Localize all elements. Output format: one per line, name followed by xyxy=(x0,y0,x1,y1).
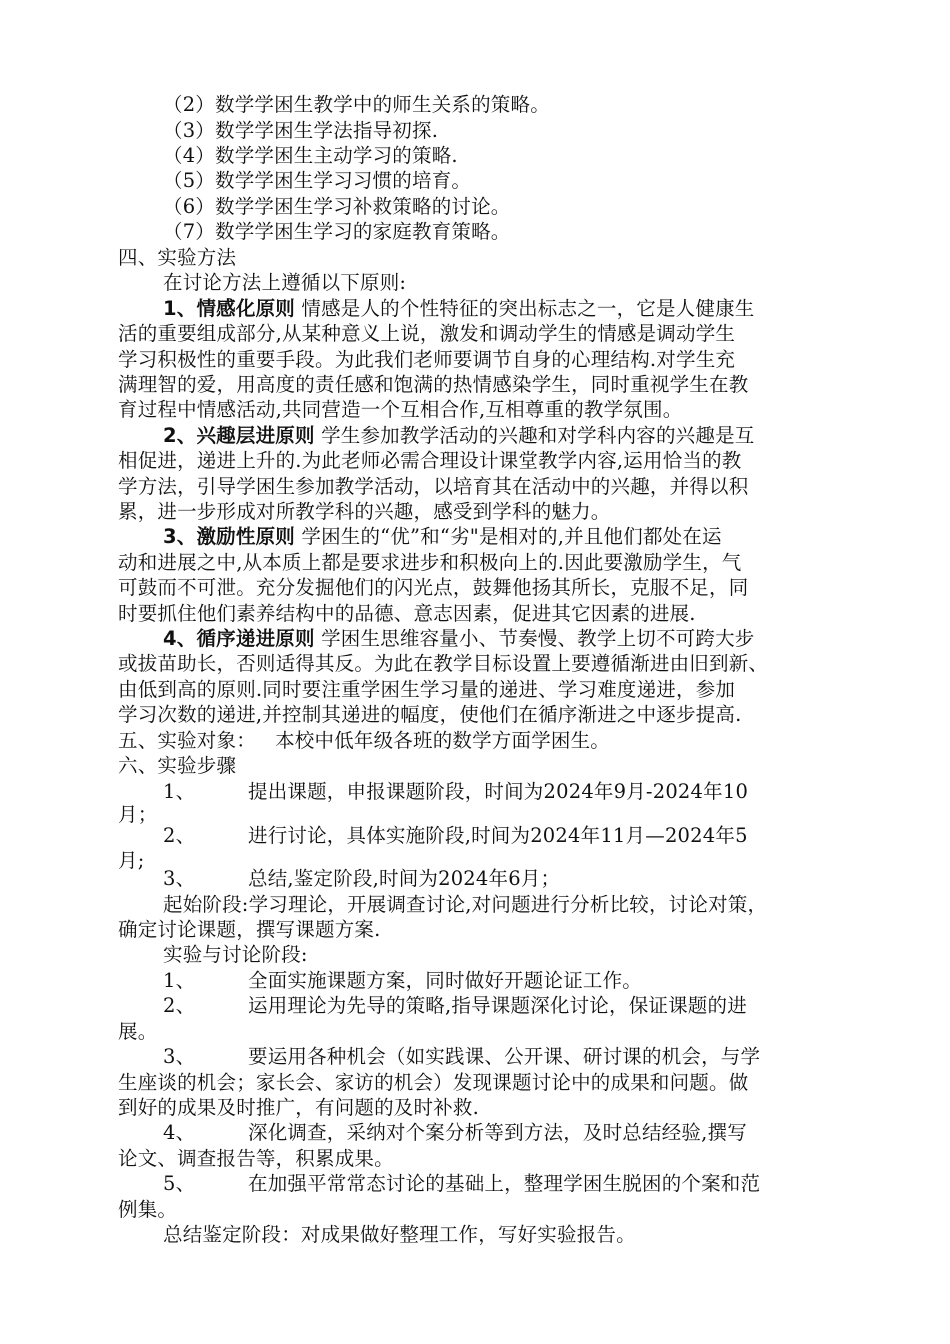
principle-title: 4、循序递进原则 xyxy=(163,627,315,650)
item-number: 5、 xyxy=(163,1172,196,1195)
paragraph-line: 在讨论方法上遵循以下原则: xyxy=(163,271,407,294)
item-text: 全面实施课题方案，同时做好开题论证工作。 xyxy=(248,969,643,992)
principle-title: 2、兴趣层进原则 xyxy=(163,424,315,447)
sublist-item: （3）数学学困生学法指导初探. xyxy=(163,119,439,142)
step-continuation: 月; xyxy=(118,849,145,872)
paragraph-line: 活的重要组成部分,从某种意义上说，激发和调动学生的情感是调动学生 xyxy=(118,322,736,345)
paragraph-line: 学方法，引导学困生参加教学活动，以培育其在活动中的兴趣，并得以积 xyxy=(118,475,749,498)
item-text: 生座谈的机会；家长会、家访的机会）发现课题讨论中的成果和问题。做 xyxy=(118,1071,749,1094)
paragraph-line: 累，进一步形成对所教学科的兴趣，感受到学科的魅力。 xyxy=(118,500,611,523)
item-number: 3、 xyxy=(163,1045,196,1068)
step-text: 总结,鉴定阶段,时间为2024年6月； xyxy=(248,867,561,890)
item-text: 展。 xyxy=(118,1020,158,1043)
step-number: 2、 xyxy=(163,824,196,847)
paragraph-line: 时要抓住他们素养结构中的品德、意志因素，促进其它因素的进展. xyxy=(118,602,696,625)
principle-title: 1、情感化原则 xyxy=(163,297,295,320)
sublist-item: （7）数学学困生学习的家庭教育策略。 xyxy=(163,220,511,243)
item-text: 深化调查，采纳对个案分析等到方法，及时总结经验,撰写 xyxy=(248,1121,747,1144)
principle-4-line: 4、循序递进原则 学困生思维容量小、节奏慢、教学上切不可跨大步 xyxy=(163,627,755,650)
paragraph-line: 学习积极性的重要手段。为此我们老师要调节自身的心理结构.对学生充 xyxy=(118,348,736,371)
section-heading: 五、实验对象： 本校中低年级各班的数学方面学困生。 xyxy=(118,729,610,752)
principle-title: 3、激励性原则 xyxy=(163,525,295,548)
principle-3-line: 3、激励性原则 学困生的“优”和“劣"是相对的,并且他们都处在运 xyxy=(163,525,722,548)
paragraph-line: 总结鉴定阶段：对成果做好整理工作，写好实验报告。 xyxy=(163,1223,636,1246)
section-heading: 六、实验步骤 xyxy=(118,754,237,777)
item-text: 论文、调查报告等，积累成果。 xyxy=(118,1147,394,1170)
item-text: 运用理论为先导的策略,指导课题深化讨论，保证课题的进 xyxy=(248,994,747,1017)
paragraph-line: 满理智的爱，用高度的责任感和饱满的热情感染学生，同时重视学生在教 xyxy=(118,373,749,396)
paragraph-line: 育过程中情感活动,共同营造一个互相合作,互相尊重的教学氛围。 xyxy=(118,398,683,421)
paragraph-line: 可鼓而不可泄。充分发掘他们的闪光点，鼓舞他扬其所长，克服不足，同 xyxy=(118,576,749,599)
step-number: 1、 xyxy=(163,780,196,803)
step-text: 提出课题，申报课题阶段，时间为2024年9月-2024年10 xyxy=(248,780,749,803)
paragraph-line: 由低到高的原则.同时要注重学困生学习量的递进、学习难度递进，参加 xyxy=(118,678,736,701)
paragraph-line: 起始阶段:学习理论，开展调查讨论,对问题进行分析比较，讨论对策， xyxy=(163,893,768,916)
sublist-item: （4）数学学困生主动学习的策略. xyxy=(163,144,458,167)
sublist-item: （2）数学学困生教学中的师生关系的策略。 xyxy=(163,93,550,116)
section-heading: 四、实验方法 xyxy=(118,246,237,269)
stage-heading: 实验与讨论阶段: xyxy=(163,943,308,966)
principle-2-line: 2、兴趣层进原则 学生参加教学活动的兴趣和对学科内容的兴趣是互 xyxy=(163,424,755,447)
item-text: 例集。 xyxy=(118,1198,178,1221)
principle-1-line: 1、情感化原则 情感是人的个性特征的突出标志之一，它是人健康生 xyxy=(163,297,755,320)
item-number: 1、 xyxy=(163,969,196,992)
paragraph-line: 相促进，递进上升的.为此老师必需合理设计课堂教学内容,运用恰当的教 xyxy=(118,449,742,472)
sublist-item: （5）数学学困生学习习惯的培育。 xyxy=(163,169,472,192)
step-continuation: 月； xyxy=(118,803,158,826)
paragraph-line: 学习次数的递进,并控制其递进的幅度，使他们在循序渐进之中逐步提高. xyxy=(118,703,742,726)
step-number: 3、 xyxy=(163,867,196,890)
paragraph-line: 动和进展之中,从本质上都是要求进步和积极向上的.因此要激励学生，气 xyxy=(118,551,742,574)
paragraph-line: 或拔苗助长，否则适得其反。为此在教学目标设置上要遵循渐进由旧到新、 xyxy=(118,652,769,675)
item-text: 要运用各种机会（如实践课、公开课、研讨课的机会，与学 xyxy=(248,1045,761,1068)
item-text: 到好的成果及时推广，有问题的及时补救. xyxy=(118,1096,479,1119)
item-text: 在加强平常常态讨论的基础上，整理学困生脱困的个案和范 xyxy=(248,1172,761,1195)
sublist-item: （6）数学学困生学习补救策略的讨论。 xyxy=(163,195,511,218)
item-number: 4、 xyxy=(163,1121,196,1144)
step-text: 进行讨论，具体实施阶段,时间为2024年11月—2024年5 xyxy=(248,824,748,847)
paragraph-line: 确定讨论课题，撰写课题方案. xyxy=(118,918,381,941)
item-number: 2、 xyxy=(163,994,196,1017)
